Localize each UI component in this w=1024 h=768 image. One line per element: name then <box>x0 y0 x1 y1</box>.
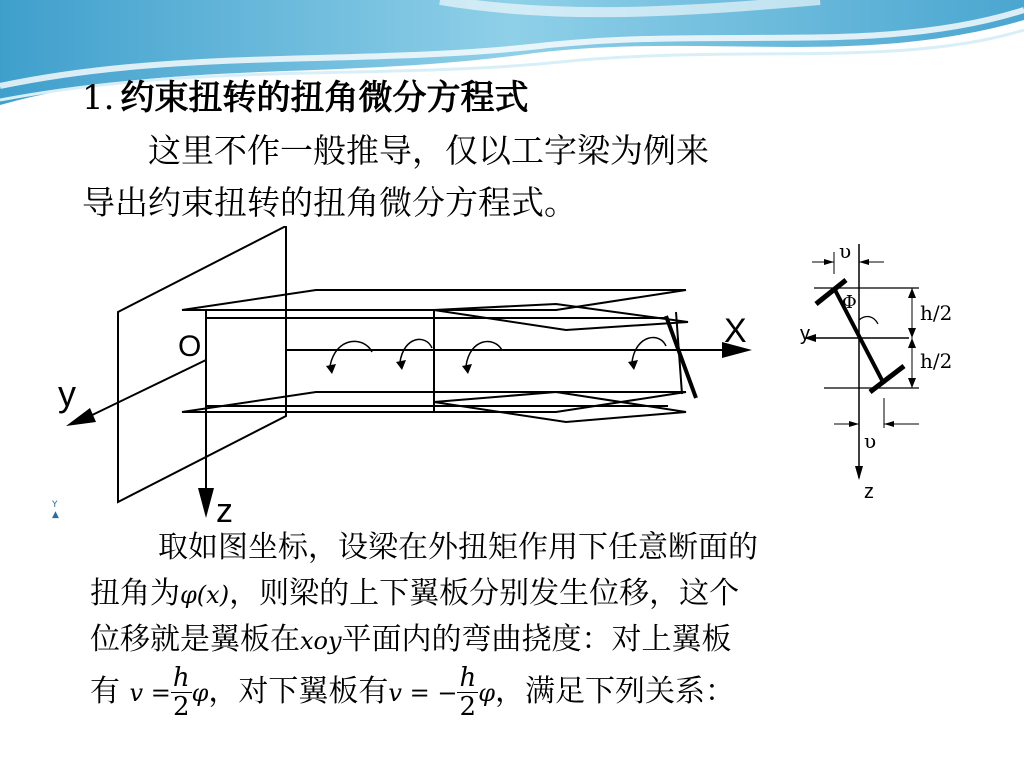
eq2-lhs: v = − <box>388 679 458 707</box>
eq1-denominator: 2 <box>172 692 190 722</box>
ibeam-3d-diagram <box>46 226 756 526</box>
phi-x-expression: φ(x) <box>180 581 230 609</box>
eq1-tail: φ <box>191 679 209 707</box>
heading-text: 约束扭转的扭角微分方程式 <box>120 78 529 118</box>
body-line-3-post: 平面内的弯曲挠度：对上翼板 <box>341 622 732 657</box>
body-line-4-b: ，对下翼板有 <box>208 674 389 709</box>
v-bottom-label: υ <box>864 429 877 453</box>
body-line-2-post: ，则梁的上下翼板分别发生位移，这个 <box>229 576 740 611</box>
heading-number: 1. <box>82 78 115 118</box>
body-line-4-c: ，满足下列关系： <box>495 674 736 709</box>
z-axis-label: z <box>216 492 233 526</box>
x-axis-label: X <box>724 312 747 350</box>
origin-label: O <box>178 330 202 363</box>
eq2-fraction <box>457 664 478 721</box>
body-line-3 <box>90 616 732 665</box>
section-heading <box>82 70 528 119</box>
small-axis-glyph: Y ▲ <box>52 500 59 520</box>
h-half-top-label: h/2 <box>920 301 953 325</box>
eq2-denominator: 2 <box>459 692 477 722</box>
intro-line-1: 这里不作一般推导，仅以工字梁为例来 <box>148 131 709 170</box>
section-z-label: z <box>864 481 874 503</box>
xoy-expression: xoy <box>300 627 342 655</box>
body-line-4-a: 有 <box>90 674 120 709</box>
phi-label: Φ <box>842 292 857 313</box>
cross-section-diagram <box>784 228 974 510</box>
eq1-numerator: h <box>172 663 190 693</box>
section-y-label: y <box>800 323 810 345</box>
body-line-3-pre: 位移就是翼板在 <box>90 622 300 657</box>
eq2-numerator: h <box>459 663 477 693</box>
body-line-1: 取如图坐标，设梁在外扭矩作用下任意断面的 <box>158 530 758 565</box>
intro-line-2: 导出约束扭转的扭角微分方程式。 <box>82 183 577 222</box>
eq2-tail: φ <box>478 679 496 707</box>
v-top-label: υ <box>839 239 852 263</box>
body-line-2-pre: 扭角为 <box>90 576 180 611</box>
body-line-2 <box>90 570 739 619</box>
body-line-4 <box>90 664 735 721</box>
h-half-bottom-label: h/2 <box>920 349 953 373</box>
y-axis-label: y <box>58 373 76 414</box>
eq1-lhs: v = <box>129 679 171 707</box>
eq1-fraction <box>171 664 192 721</box>
